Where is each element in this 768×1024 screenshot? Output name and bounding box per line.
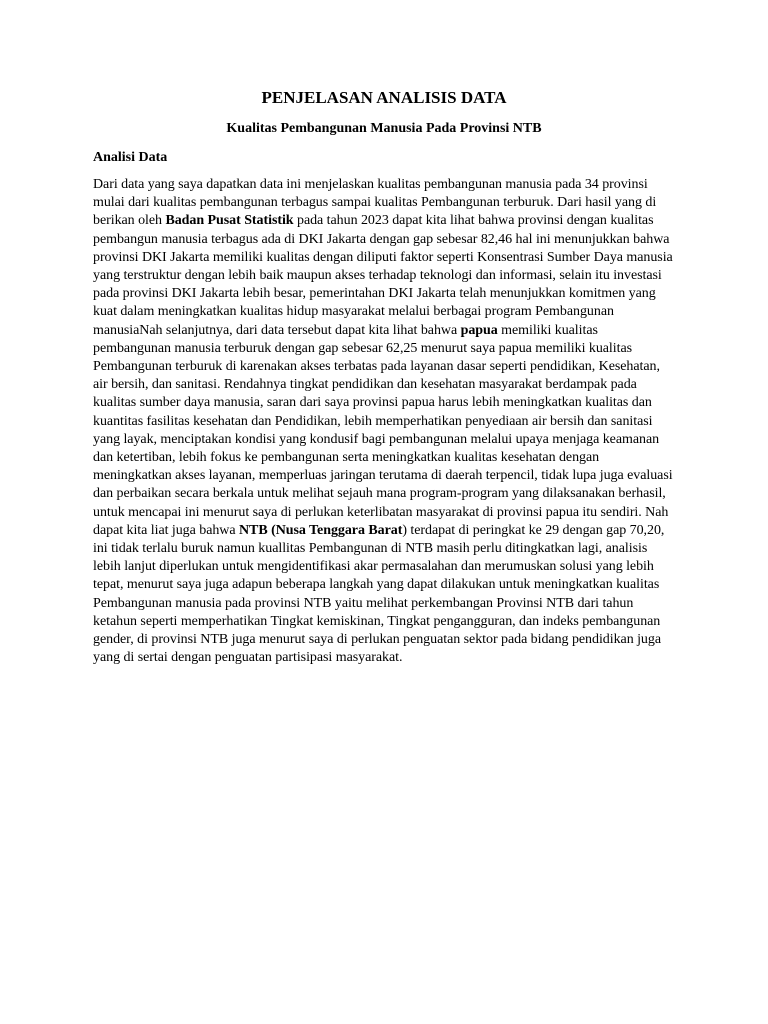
paragraph-text: pada tahun 2023 dapat kita lihat bahwa provinsi dengan kualitas pembangun manusia terbagus ada di DKI Jakarta dengan gap sebesar 82,46 hal ini menunjukkan bahwa provinsi DKI Jakarta memiliki kualitas dengan diliputi faktor seperti Konsentrasi Sumber Daya manusia yang terstruktur dengan lebih baik maupun akses terhadap teknologi dan informasi, selain itu investasi pada provinsi DKI Jakarta lebih besar, pemerintahan DKI Jakarta telah menunjukkan komitmen yang kuat dalam meningkatkan kualitas hidup masyarakat melalui berbagai program Pembangunan manusiaNah selanjutnya, dari data tersebut dapat kita lihat bahwa: [93, 213, 673, 338]
document-title: PENJELASAN ANALISIS DATA: [261, 88, 507, 107]
paragraph-text: memiliki kualitas pembangunan manusia terburuk dengan gap sebesar 62,25 menurut saya papua memiliki kualitas Pembangunan terburuk di karenakan akses terbatas pada layanan dasar seperti pendidikan, Kesehatan, air bersih, dan sanitasi. Rendahnya tingkat pendidikan dan kesehatan masyarakat berdampak pada kualitas sumber daya manusia, saran dari saya provinsi papua harus lebih meningkatkan kualitas dan kuantitas fasilitas kesehatan dan Pendidikan, lebih memperhatikan penyediaan air bersih dan sanitasi yang layak, menciptakan kondisi yang kondusif bagi pembangunan melalui upaya menjaga keamanan dan ketertiban, lebih fokus ke pembangunan serta meningkatkan kualitas kesehatan dengan meningkatkan akses layanan, memperluas jaringan terutama di daerah terpencil, tidak lupa juga evaluasi dan perbaikan secara berkala untuk melihat sejauh mana program-program yang dilaksanakan berhasil, untuk mencapai ini menurut saya di perlukan keterlibatan masyarakat di provinsi papua itu sendiri. Nah dapat kita liat juga bahwa: [93, 322, 673, 538]
paragraph-text: ) terdapat di peringkat ke 29 dengan gap 70,20, ini tidak terlalu buruk namun kuallitas Pembangunan di NTB masih perlu ditingkatkan lagi, analisis lebih lanjut diperlukan untuk mengidentifikasi akar permasalahan dan merumuskan solusi yang lebih tepat, menurut saya juga adapun beberapa langkah yang dapat dilakukan untuk meningkatkan kualitas Pembangunan manusia pada provinsi NTB yaitu melihat perkembangan Provinsi NTB dari tahun ketahun seperti memperhatikan Tingkat kemiskinan, Tingkat pengangguran, dan indeks pembangunan gender, di provinsi NTB juga menurut saya di perlukan penguatan sektor pada bidang pendidikan juga yang di sertai dengan penguatan partisipasi masyarakat.: [93, 522, 665, 666]
document-page: [93, 88, 675, 667]
bold-term-ntb: NTB (Nusa Tenggara Barat: [239, 522, 403, 538]
section-heading: Analisi Data: [93, 150, 168, 165]
bold-term-bps: Badan Pusat Statistik: [165, 213, 294, 229]
bold-term-papua: papua: [460, 322, 498, 338]
paragraph-text: Dari data yang saya dapatkan data ini menjelaskan kualitas pembangunan manusia pada 34 provinsi mulai dari kualitas pembangunan terbagus sampai kualitas Pembangunan terburuk. Dari hasil yang di berikan oleh: [93, 177, 657, 229]
document-subtitle: Kualitas Pembangunan Manusia Pada Provinsi NTB: [226, 121, 542, 136]
body-paragraph: [93, 176, 675, 667]
